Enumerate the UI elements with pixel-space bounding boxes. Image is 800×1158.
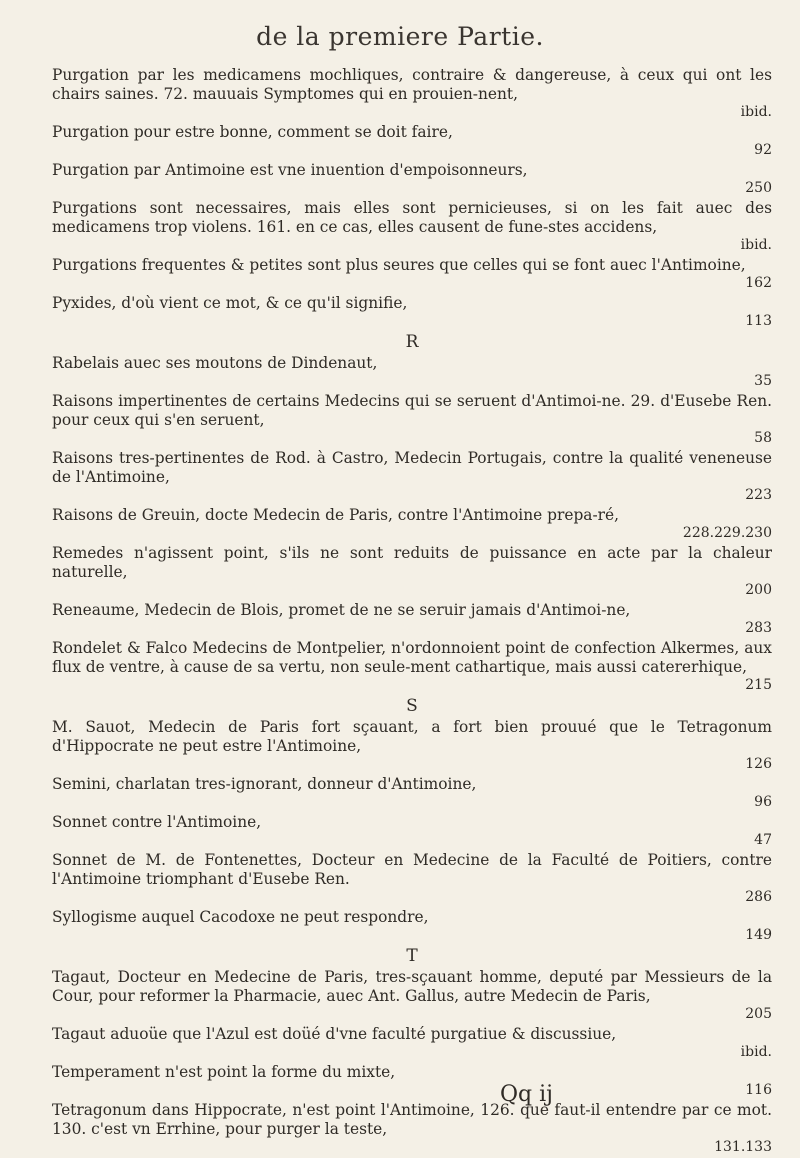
index-entry (52, 908, 772, 944)
index-entries (52, 66, 772, 1158)
page-reference: 286 (745, 889, 772, 905)
entry-text: Purgation par les medicamens mochliques, contraire & dangereuse, à ceux qui ont les chairs saines. 72. mauuais Symptomes qui en prouien-nent, (52, 66, 772, 103)
entry-text: M. Sauot, Medecin de Paris fort sçauant, a fort bien prouué que le Tetragonum d'Hippocrate ne peut estre l'Antimoine, (52, 718, 772, 755)
index-entry (52, 1025, 772, 1061)
page-reference: 35 (754, 373, 772, 389)
index-entry (52, 392, 772, 447)
section-letter: T (406, 946, 418, 966)
page-reference: 205 (745, 1006, 772, 1022)
index-entry (52, 813, 772, 849)
index-entry (52, 256, 772, 292)
page-reference: 126 (745, 756, 772, 772)
page-reference: ibid. (740, 237, 772, 253)
index-entry (52, 1063, 772, 1099)
page-reference: 149 (745, 927, 772, 943)
entry-text: Purgation pour estre bonne, comment se doit faire, (52, 123, 453, 141)
entry-text: Raisons tres-pertinentes de Rod. à Castro, Medecin Portugais, contre la qualité veneneuse de l'Antimoine, (52, 449, 772, 486)
index-entry (52, 639, 772, 694)
entry-text: Purgation par Antimoine est vne inuention d'empoisonneurs, (52, 161, 528, 179)
signature-mark: Qq ij (500, 1082, 553, 1107)
entry-text: Raisons impertinentes de certains Medecins qui se seruent d'Antimoi-ne. 29. d'Eusebe Ren. pour ceux qui s'en seruent, (52, 392, 772, 429)
section-letter: R (405, 332, 419, 352)
page-reference: 58 (754, 430, 772, 446)
index-entry (52, 123, 772, 159)
entry-text: Raisons de Greuin, docte Medecin de Paris, contre l'Antimoine prepa-ré, (52, 506, 620, 524)
entry-text: Remedes n'agissent point, s'ils ne sont reduits de puissance en acte par la chaleur naturelle, (52, 544, 772, 581)
page-reference: 215 (745, 677, 772, 693)
index-entry (52, 66, 772, 121)
index-entry (52, 449, 772, 504)
index-entry (52, 968, 772, 1023)
index-entry (52, 506, 772, 542)
entry-text: Temperament n'est point la forme du mixte, (52, 1063, 396, 1081)
entry-text: Sonnet de M. de Fontenettes, Docteur en Medecine de la Faculté de Poitiers, contre l'Antimoine triomphant d'Eusebe Ren. (52, 851, 772, 888)
entry-text: Syllogisme auquel Cacodoxe ne peut respondre, (52, 908, 429, 926)
page-reference: ibid. (740, 104, 772, 120)
index-entry (52, 294, 772, 330)
entry-text: Purgations sont necessaires, mais elles sont pernicieuses, si on les fait auec des medicamens trop violens. 161. en ce cas, elles causent de fune-stes accidens, (52, 199, 772, 236)
index-entry (52, 544, 772, 599)
index-entry (52, 199, 772, 254)
page-reference: ibid. (740, 1044, 772, 1060)
page-reference: 96 (754, 794, 772, 810)
page-reference: 131.133 (714, 1139, 772, 1155)
entry-text: Pyxides, d'où vient ce mot, & ce qu'il signifie, (52, 294, 408, 312)
page-reference: 228.229.230 (682, 525, 772, 541)
entry-text: Sonnet contre l'Antimoine, (52, 813, 262, 831)
entry-text: Rondelet & Falco Medecins de Montpelier, n'ordonnoient point de confection Alkermes, aux flux de ventre, à cause de sa vertu, non seule-ment cathartique, mais aussi catererhique, (52, 639, 772, 676)
entry-text: Rabelais auec ses moutons de Dindenaut, (52, 354, 378, 372)
index-entry (52, 601, 772, 637)
index-entry (52, 1101, 772, 1156)
index-entry (52, 851, 772, 906)
page-reference: 223 (745, 487, 772, 503)
page-reference: 200 (745, 582, 772, 598)
entry-text: Tagaut, Docteur en Medecine de Paris, tres-sçauant homme, deputé par Messieurs de la Cour, pour reformer la Pharmacie, auec Ant. Gallus, autre Medecin de Paris, (52, 968, 772, 1005)
page-reference: 113 (745, 313, 772, 329)
page-reference: 47 (754, 832, 772, 848)
index-entry (52, 354, 772, 390)
entry-text: Semini, charlatan tres-ignorant, donneur d'Antimoine, (52, 775, 477, 793)
entry-text: Purgations frequentes & petites sont plus seures que celles qui se font auec l'Antimoine, (52, 256, 746, 274)
index-entry (52, 161, 772, 197)
entry-text: Tagaut aduoüe que l'Azul est doüé d'vne faculté purgatiue & discussiue, (52, 1025, 617, 1043)
page-reference: 116 (745, 1082, 772, 1098)
page-reference: 250 (745, 180, 772, 196)
entry-text: Reneaume, Medecin de Blois, promet de ne se seruir jamais d'Antimoi-ne, (52, 601, 631, 619)
page-reference: 92 (754, 142, 772, 158)
index-entry (52, 775, 772, 811)
index-entry (52, 718, 772, 773)
entry-text: Tetragonum dans Hippocrate, n'est point l'Antimoine, 126. que faut-il entendre par ce mot. 130. c'est vn Errhine, pour purger la teste, (52, 1101, 772, 1138)
running-header: de la premiere Partie. (256, 22, 544, 51)
page-reference: 162 (745, 275, 772, 291)
page-reference: 283 (745, 620, 772, 636)
section-letter: S (406, 696, 418, 716)
